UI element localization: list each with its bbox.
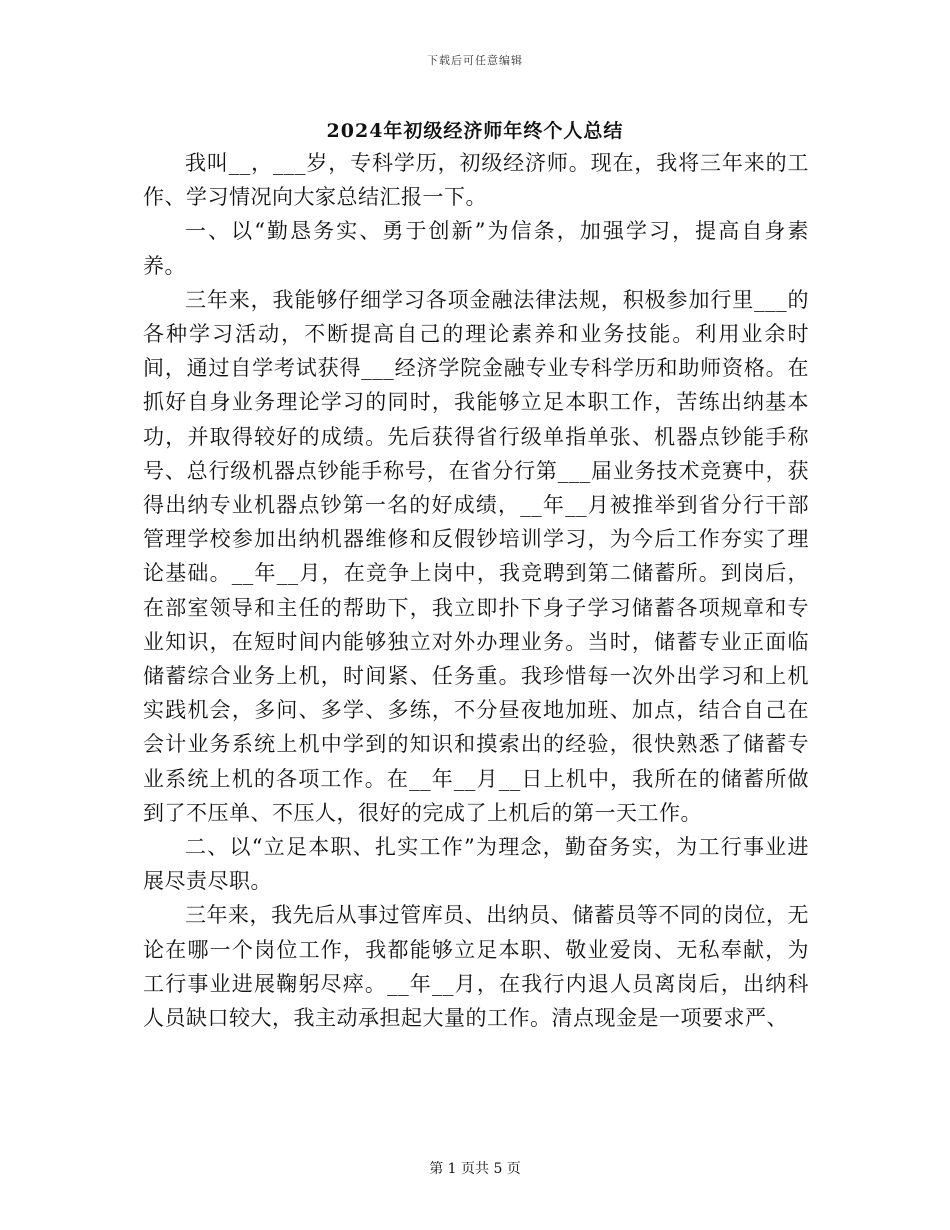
header-note: 下载后可任意编辑 [427,54,523,67]
paragraph-work: 三年来，我先后从事过管库员、出纳员、储蓄员等不同的岗位，无论在哪一个岗位工作，我都能够立足本职、敬业爱岗、无私奉献，为工行事业进展鞠躬尽瘁。__年__月，在我行内退人员离岗后，出纳科人员缺口较大，我主动承担起大量的工作。清点现金是一项要求严、 [143,903,809,1031]
paragraph-heading-2: 二、以“立足本职、扎实工作”为理念，勤奋务实，为工行事业进展尽责尽职。 [143,835,809,894]
document-body [143,146,809,1035]
page-number: 第 1 页共 5 页 [429,1161,521,1177]
document-title: 2024年初级经济师年终个人总结 [326,120,624,142]
paragraph-heading-1: 一、以“勤恳务实、勇于创新”为信条，加强学习，提高自身素养。 [143,219,809,278]
paragraph-intro: 我叫__，___岁，专科学历，初级经济师。现在，我将三年来的工作、学习情况向大家总结汇报一下。 [143,151,809,210]
paragraph-study: 三年来，我能够仔细学习各项金融法律法规，积极参加行里___的各种学习活动，不断提高自己的理论素养和业务技能。利用业余时间，通过自学考试获得___经济学院金融专业专科学历和助师资格。在抓好自身业务理论学习的同时，我能够立足本职工作，苦练出纳基本功，并取得较好的成绩。先后获得省行级单指单张、机器点钞能手称号、总行级机器点钞能手称号，在省分行第___届业务技术竞赛中，获得出纳专业机器点钞第一名的好成绩，__年__月被推举到省分行干部管理学校参加出纳机器维修和反假钞培训学习，为今后工作夯实了理论基础。__年__月，在竞争上岗中，我竞聘到第二储蓄所。到岗后，在部室领导和主任的帮助下，我立即扑下身子学习储蓄各项规章和专业知识，在短时间内能够独立对外办理业务。当时，储蓄专业正面临储蓄综合业务上机，时间紧、任务重。我珍惜每一次外出学习和上机实践机会，多问、多学、多练，不分昼夜地加班、加点，结合自己在会计业务系统上机中学到的知识和摸索出的经验，很快熟悉了储蓄专业系统上机的各项工作。在__年__月__日上机中，我所在的储蓄所做到了不压单、不压人，很好的完成了上机后的第一天工作。 [143,287,809,825]
